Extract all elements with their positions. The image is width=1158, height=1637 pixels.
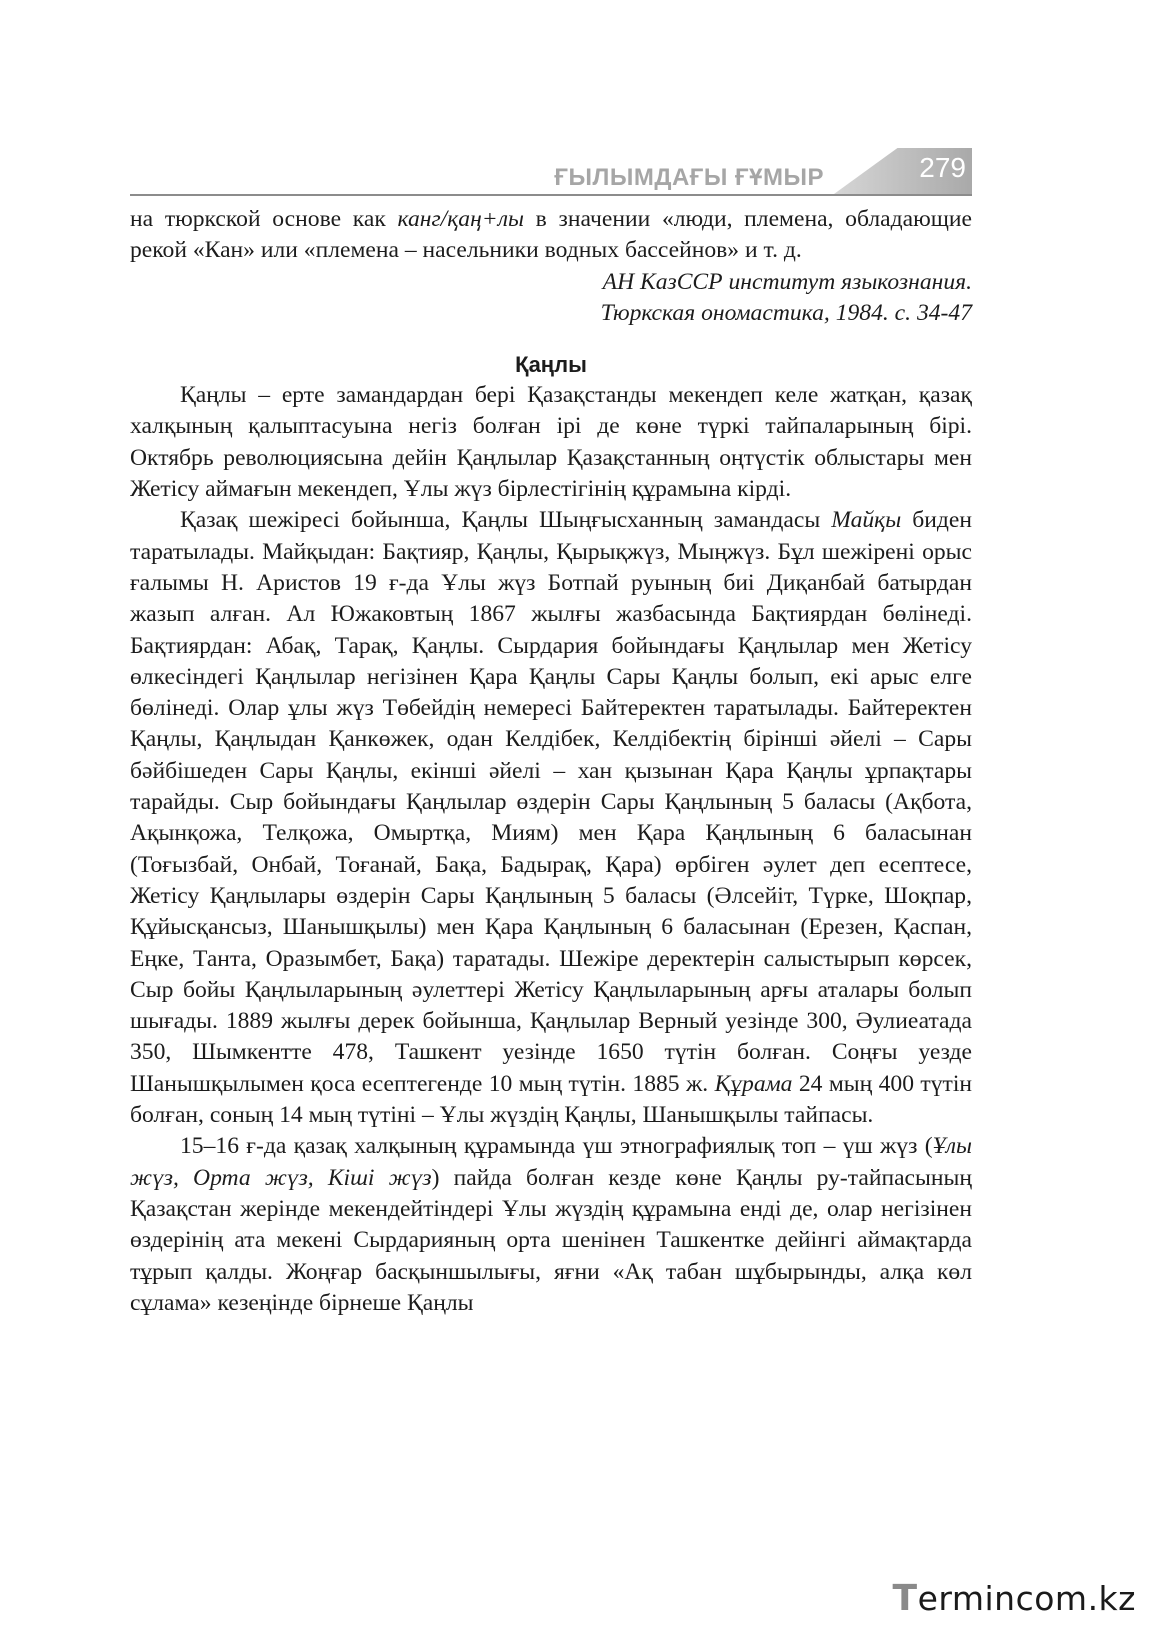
section-heading: Қаңлы [515,352,587,378]
intro-text-1: на тюркской основе как [130,206,398,232]
body-paragraph-1: Қаңлы – ерте замандардан бері Қазақстанды мекендеп келе жатқан, қазақ халқының қалыптасуына негіз болған ірі де көне түркі тайпаларының бірі. Октябрь революциясына дейін Қаңлылар Қазақстанның оңтүстік облыстары мен Жетісу аймағын мекендеп, Ұлы жүз бірлестігінің құрамына кірді. [130,382,972,503]
body-paragraph-3 [130,1131,972,1319]
page-number: 279 [919,152,966,183]
italic-maiky: Майқы [831,507,902,534]
termincom-watermark [893,1578,1137,1619]
citation-line-2: Тюркская ономастика, 1984. с. 34-47 [600,299,972,326]
running-header [130,148,972,196]
paragraph-3-text-2: ) пайда болған кезде көне Қаңлы ру-тайпасының Қазақстан жерінде мекендейтіндері Ұлы жүздің құрамына енді де, олар негізінен өздерінің ата мекені Сырдарияның орта шенінен Ташкентке дейінгі аймақтарда тұрып қалды. Жоңғар басқыншылығы, яғни «Ақ табан шұбырынды, алқа көл сұлама» кезеңінде бірнеше Қаңлы [130,1164,972,1316]
body-paragraph-2 [130,505,972,1131]
watermark-text-1: ermincо [917,1579,1055,1618]
paragraph-2-text-2: биден таратылады. Майқыдан: Бақтияр, Қаңлы, Қырықжүз, Мыңжүз. Бұл шежірені орыс ғалымы Н. Аристов 19 ғ-да Ұлы жүз Ботпай руының биі Диқанбай батырдан жазып алған. Ал Южаковтың 1867 жылғы жазбасында Бақтиярдан бөлінеді. Бақтиярдан: Абақ, Тарақ, Қаңлы. Сырдария бойындағы Қаңлылар мен Жетісу өлкесіндегі Қаңлылар негізінен Қара Қаңлы Сары Қаңлы болып, екі арыс елге бөлінеді. Олар ұлы жүз Төбейдің немересі Байтеректен таратылады. Байтеректен Қаңлы, Қаңлыдан Қанкөжек, одан Келдібек, Келдібектің бірінші әйелі – Сары бәйбішеден Сары Қаңлы, екінші әйелі – хан қызынан Қара Қаңлы ұрпақтары тарайды. Сыр бойындағы Қаңлылар өздерін Сары Қаңлының 5 баласы (Ақбота, Ақынқожа, Телқожа, Омыртқа, Миям) мен Қара Қаңлының 6 баласынан (Тоғызбай, Онбай, Тоғанай, Бақа, Бадырақ, Қара) өрбіген әулет деп есептесе, Жетісу Қаңлылары өздерін Сары Қаңлының 5 баласы (Әлсейіт, Түрке, Шоқпар, Құйысқансыз, Шанышқылы) мен Қара Қаңлының 6 баласынан (Ерезен, Қаспан, Еңке, Танта, Оразымбет, Бақа) таратады. Шежіре деректерін салыстырып көрсек, Сыр бойы Қаңлыларының әулеттері Жетісу Қаңлыларының арғы аталары болып шығады. 1889 жылғы дерек бойынша, Қаңлылар Верный уезінде 300, Әулиеатада 350, Шымкентте 478, Ташкент уезінде 1650 түтін болған. Соңғы уезде Шанышқылымен қоса есептегенде 10 мың түтін. 1885 ж. [130,507,972,1097]
watermark-text-2: m.kz [1054,1579,1136,1618]
paragraph-3-text-1: 15–16 ғ-да қазақ халқының құрамында үш этнографиялық топ – үш жүз ( [180,1133,933,1160]
italic-zhuz-names: Ұлы жүз, Орта жүз, Кіші жүз [130,1133,972,1191]
paragraph-2-text-1: Қазақ шежіресі бойынша, Қаңлы Шыңғысханның замандасы [180,507,832,534]
intro-paragraph [130,204,972,267]
watermark-t-letter: T [892,1578,918,1619]
italic-kurama: Құрама [714,1070,793,1097]
header-section-title: ҒЫЛЫМДАҒЫ ҒҰМЫР [554,164,824,191]
paragraph-2-text-3: 24 мың 400 түтін болған, соның 14 мың түтіні – Ұлы жүздің Қаңлы, Шанышқылы тайпасы. [130,1070,973,1129]
header-rule [130,194,972,196]
page-body [130,204,972,1319]
citation-line-1: АН КазССР институт языкознания. [602,268,972,295]
intro-text-2: в значении «люди, племена, обладающие рекой «Кан» или «племена – насельники водных бассейнов» и т. д. [130,206,972,264]
intro-term: канг/қаң+лы [397,206,524,232]
